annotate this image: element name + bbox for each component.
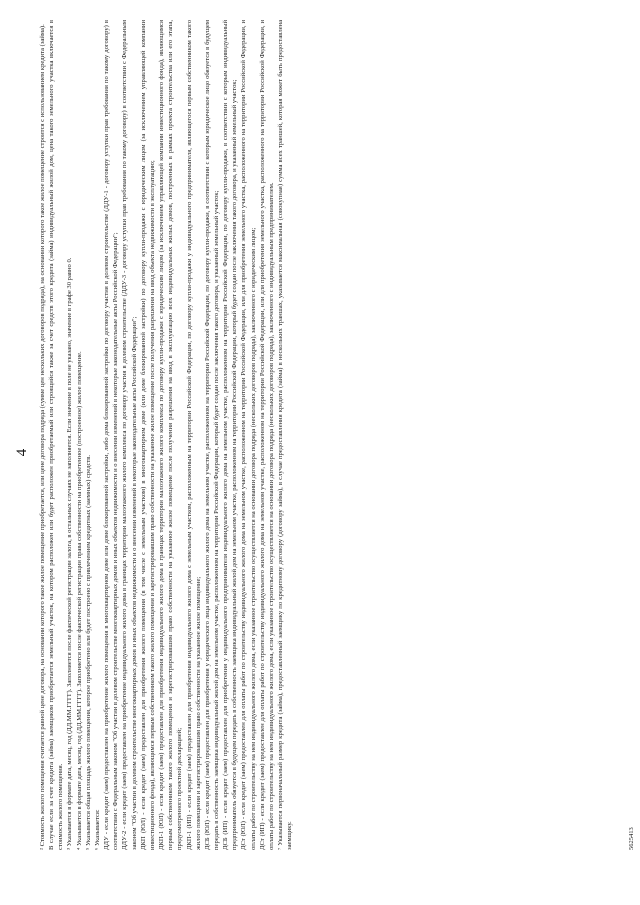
footnote: ДСт (ИП) - если кредит (заем) предоставлен для оплаты работ по строительству индивидуального жилого дома на земельном участке, расположенном на территории Российской Федерации, или для приобретения земельного участка, расположенного на территории Российской Федерации, и оплаты работ по строительству на нем индивидуального жилого дома, если указанное строительство осуществляется на основании договора подряда (нескольких договоров подряда), заключенного с индивидуальным предпринимателем. [258,20,275,850]
document-code: 5625413 [628,827,635,850]
footnote: ⁵ Указывается общая площадь жилого помещения, которое приобретено или будет построено с привлечением кредитных (заемных) средств. [84,454,92,850]
footnote: В случае если за счет кредита (займа) заемщиком приобретается земельный участок, на котором расположен или будет расположен приобретаемый или строящийся также за счет средств этого кредита (займа) индивидуальный жилой дом, цена такого земельного участка включается в стоимость жилого помещения. [48,20,65,850]
footnote: ⁶ Указывается: [93,809,101,850]
footnote: ДКП-1 (ЮЛ) - если кредит (заем) предоставлен для приобретения индивидуального жилого дома в границах территории малоэтажного жилого комплекса по договору купли-продажи с юридическим лицом (за исключением управляющей компании инвестиционного фонда), являющимся первым собственником такого жилого помещения и зарегистрировавшим право собственности на указанное жилое помещение после получения разрешения на ввод в эксплуатацию всех индивидуальных жилых домов, построенных в рамках проекта строительства или его этапа, предусмотренного проектной декларацией; [158,20,184,850]
page-number: 4 [14,448,30,457]
footnote: ДКП (ЮЛ) - если кредит (заем) предоставлен для приобретения жилого помещения (в том числе с земельным участком) в многоквартирном доме (или доме блокированной застройки) по договору купли-продажи с юридическим лицом (за исключением управляющей компании инвестиционного фонда), являющимся первым собственником такого жилого помещения и зарегистрировавшим право собственности на указанное жилое помещение после получения разрешения на ввод объекта недвижимости в эксплуатацию; [139,20,156,850]
footnote: ДКП-1 (ИП) - если кредит (заем) предоставлен для приобретения индивидуального жилого дома с земельным участком, расположенным на территории Российской Федерации, по договору купли-продажи у индивидуального предпринимателя, являющегося первым собственником такого жилого помещения и зарегистрировавшим право собственности на указанное жилое помещение; [185,20,202,850]
footnote: ⁴ Указывается в формате дата, месяц, год (ДД.ММ.ГГГГ). Заполняется после фактической регистрации права собственности на приобретенное (построенное) жилое помещение. [75,351,83,850]
footnote: ДДУ-2 - если кредит (заем) предоставлен на приобретение индивидуального жилого дома в границах территории малоэтажного жилого комплекса по договору участия в долевом строительстве (ДДУ-3 - договору уступки прав требования по такому договору) в соответствии с Федеральным законом "Об участии в долевом строительстве многоквартирных домов и иных объектов недвижимости и о внесении изменений в некоторые законодательные акты Российской Федерации"; [121,20,138,850]
footnote: ДДУ - если кредит (заем) предоставлен на приобретение жилого помещения в многоквартирном доме или доме блокированной застройки, либо дома блокированной застройки по договору участия в долевом строительстве (ДДУ-1 - договору уступки прав требования по такому договору) в соответствии с Федеральным законом "Об участии в долевом строительстве многоквартирных домов и иных объектов недвижимости и о внесении изменений в некоторые законодательные акты Российской Федерации"; [103,20,120,850]
footnote: ДСБ (ЮЛ) - если кредит (заем) предоставлен для приобретения у юридического лица индивидуального жилого дома на земельном участке, расположенном на территории Российской Федерации, по договору купли-продажи, в соответствии с которым юридическое лицо обязуется в будущем передать в собственность заемщика индивидуальный жилой дом на земельном участке, расположенном на территории Российской Федерации, который будет создан после заключения такого договора, и указанный земельный участок; [203,20,220,850]
footnote: ДСБ (ИП) - если кредит (заем) предоставлен для приобретения у индивидуального предпринимателя индивидуального жилого дома на земельном участке, расположенном на территории Российской Федерации, по договору купли-продажи, в соответствии с которым индивидуальный предприниматель обязуется в будущем передать в собственность заемщика индивидуальный жилой дом на земельном участке, расположенном на территории Российской Федерации, который будет создан после заключения такого договора, и указанный земельный участок; [222,20,239,850]
footnote: ДСт (ЮЛ) - если кредит (заем) предоставлен для оплаты работ по строительству индивидуального жилого дома на земельном участке, расположенном на территории Российской Федерации, или для приобретения земельного участка, расположенного на территории Российской Федерации, и оплаты работ по строительству на нем индивидуального жилого дома, если указанное строительство осуществляется на основании договора подряда (нескольких договоров подряда), заключенного с юридическим лицом; [240,20,257,850]
footnote: ² Стоимость жилого помещения считается равной цене договора, на основании которого такое жилое помещение приобретается, или цене договора подряда (сумме цен нескольких договоров подряда), на основании которого такое жилое помещение строится с использованием кредита (займа). [39,24,46,850]
footnotes [38,20,628,850]
footnote: ³ Указывается в формате дата, месяц, год (ДД.ММ.ГГГГ). Заполняется после фактической регистрации залога, в остальных случаях не заполняется. Если значение в поле не указано, значение в графе 30 равно 0. [66,257,74,850]
footnote: ⁷ Указывается первоначальный размер кредита (займа), предоставленный заемщику по кредитному договору (договору займа), в случае предоставления кредита (займа) в нескольких траншах, указывается максимальная (совокупная) сумма всех траншей, которая может быть предоставлена заемщику. [277,20,294,850]
